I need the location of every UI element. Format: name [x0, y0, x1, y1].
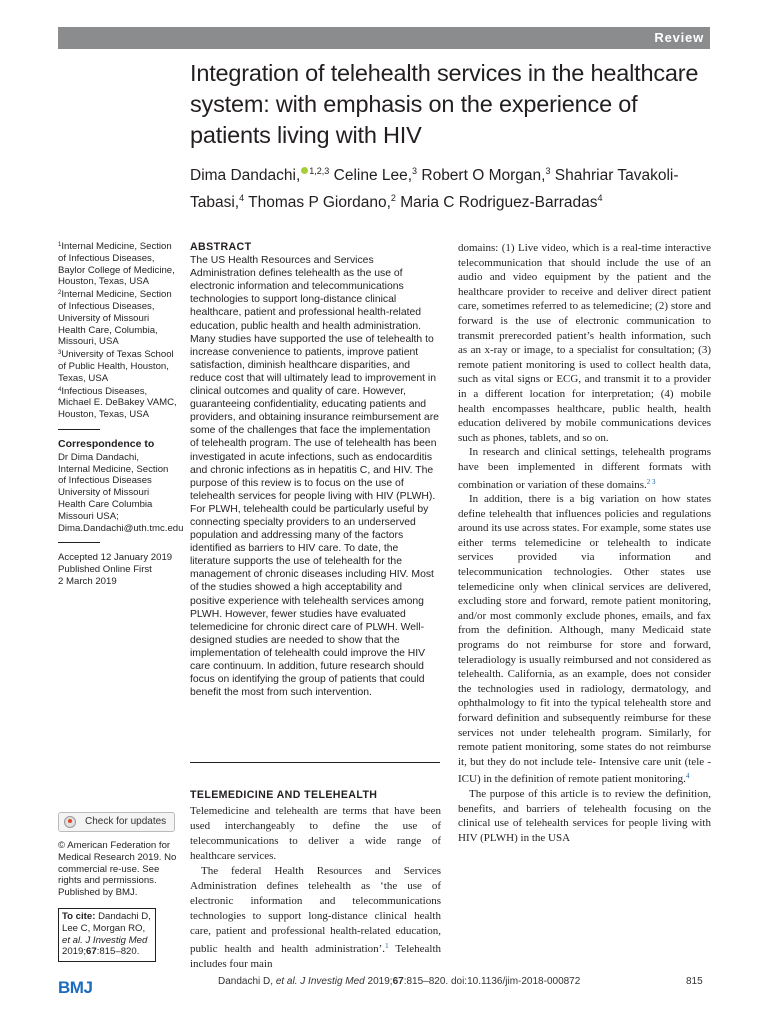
- cite-pages: :815–820.: [96, 946, 140, 958]
- orcid-icon[interactable]: [301, 167, 308, 174]
- crossmark-icon: [64, 816, 76, 828]
- date-line: 2 March 2019: [58, 575, 117, 587]
- correspondence-line: Dr Dima Dandachi,: [58, 451, 140, 463]
- affiliation: [58, 288, 178, 348]
- divider: [58, 429, 100, 430]
- bmj-logo[interactable]: BMJ: [58, 978, 93, 997]
- reference-link[interactable]: 4: [685, 772, 690, 781]
- affiliation-text: University of Texas School of Public Health, Houston, Texas, USA: [58, 349, 174, 384]
- affiliation-number: 1: [58, 242, 62, 248]
- paragraph: Telemedicine and telehealth are terms that have been used interchangeably to define the use of telecommunications to deliver a wide range of healthcare services.: [190, 805, 441, 862]
- author-name[interactable]: Robert O Morgan,: [421, 167, 546, 184]
- author-affiliation: 3: [545, 166, 551, 176]
- category-label: Review: [654, 30, 704, 45]
- author-name[interactable]: Maria C Rodriguez-Barradas: [400, 194, 598, 211]
- footer-citation: [218, 976, 580, 987]
- affiliation: [58, 385, 178, 421]
- category-banner: [58, 27, 710, 49]
- affiliation-text: Internal Medicine, Section of Infectious Diseases, Baylor College of Medicine, Houston, Texas, USA: [58, 241, 175, 288]
- footer-journal: et al. J Investig Med: [275, 976, 365, 987]
- affiliation-text: Infectious Diseases, Michael E. DeBakey VAMC, Houston, Texas, USA: [58, 385, 177, 421]
- affiliation-number: 3: [58, 350, 62, 357]
- author-affiliation: 2: [390, 193, 396, 203]
- section-heading: TELEMEDICINE AND TELEHEALTH: [190, 789, 378, 801]
- page-number: 815: [686, 976, 703, 987]
- sidebar: [58, 240, 184, 588]
- author-affiliation: 4: [597, 193, 603, 203]
- abstract-heading: ABSTRACT: [190, 241, 252, 253]
- check-for-updates-button[interactable]: [58, 812, 175, 832]
- cite-volume: 67: [86, 946, 97, 958]
- right-column: [458, 241, 711, 845]
- reference-link[interactable]: 2 3: [646, 477, 656, 486]
- author-affiliation: 3: [412, 166, 418, 176]
- paragraph-text: In research and clinical settings, telehealth programs have been implemented in different formats with combination or variation of these domains.: [458, 446, 711, 491]
- author-name[interactable]: Celine Lee,: [333, 167, 413, 184]
- date-line: Published Online First: [58, 564, 152, 576]
- section-divider: [190, 762, 440, 763]
- cite-authors: Dandachi D, Lee C, Morgan RO,: [62, 911, 151, 934]
- paragraph: domains: (1) Live video, which is a real-time interactive telecommunication that should include the use of an audio and video equipment by the patient and the healthcare provider to receive and deliver direct patient care, sometimes referred to as telemedicine; (2) store and forward is the use of electronic communication to transmit prerecorded patient’s health information, such as an x-ray or image, to a specialist for consultation; (3) remote patient monitoring is used to collect health data, such as vital signs or ECG, and transmit it to a provider in a different location for interpretation; (4) mobile health encompasses healthcare, public health, health education delivered by mobile communications devices such as phones, tablets, and so on.: [458, 242, 711, 444]
- section-telemedicine: [190, 788, 441, 972]
- author-name[interactable]: Thomas P Giordano,: [248, 194, 391, 211]
- divider: [58, 542, 100, 543]
- cite-year: 2019;: [62, 946, 87, 958]
- affiliation-number: 4: [58, 386, 62, 393]
- article-title: Integration of telehealth services in the healthcare system: with emphasis on the experience of patients living with HIV: [190, 60, 699, 148]
- correspondence-email[interactable]: Dima.Dandachi@uth.tmc.edu: [58, 522, 184, 534]
- footer-year: 2019;: [364, 976, 393, 987]
- citation-box: [58, 908, 156, 962]
- cite-journal: et al. J Investig Med: [62, 934, 148, 946]
- affiliation-text: Internal Medicine, Section of Infectious Diseases, University of Missouri Health Care, Columbia, Missouri, USA: [58, 289, 172, 348]
- footer-authors: Dandachi D,: [218, 976, 276, 987]
- author-affiliation: 4: [239, 193, 245, 203]
- footer-volume: 67: [392, 976, 404, 987]
- paragraph-text: In addition, there is a big variation on how states define telehealth that influences policies and regulations around its use across states. For example, some states use either terms telemedicine or telehealth to indicate services provided via information and telecommunication technologies. Other states use telemedicine only when clinical services are delivered, excluding store and forward, remote patient monitoring, and/or most commonly exclude phones, emails, and fax from the definition. Although, many Medicaid state programs do not reimburse for store and forward, teleradiology is usually reimbursed and not considered as telehealth. California, as an example, does not consider the technologies used in radiology, dermatology, and ophthalmology to fit into the typical telehealth store and forward definition and subsequently reimburse for these services not under telehealth program. Similarly, for remote patient monitoring, some states do not reimburse it, but they do not include tele- Intensive care unit (tele -ICU) in the definition of remote patient monitoring.: [458, 493, 711, 786]
- date-line: Accepted 12 January 2019: [58, 552, 173, 564]
- affiliation: [58, 348, 178, 384]
- affiliation: [58, 240, 178, 288]
- author-name[interactable]: Dima Dandachi,: [190, 167, 301, 184]
- paragraph: [190, 864, 441, 972]
- check-for-updates-label: Check for updates: [85, 816, 167, 827]
- footer-doi[interactable]: :815–820. doi:10.1136/jim-2018-000872: [403, 976, 581, 987]
- copyright-notice: [58, 840, 180, 899]
- copyright-text: © American Federation for Medical Research 2019. No commercial re-use. See rights and permissions. Published by BMJ.: [58, 840, 177, 899]
- affiliation-number: 2: [58, 290, 62, 297]
- correspondence-heading: Correspondence to: [58, 437, 155, 450]
- author-list: [190, 160, 715, 214]
- paragraph: [458, 492, 711, 787]
- cite-label: To cite:: [62, 911, 96, 922]
- author-affiliation: 1,2,3: [309, 166, 330, 176]
- paragraph-text: The federal Health Resources and Services Administration defines telehealth as ‘the use of electronic information and telecommunications technologies to support long-distance clinical health care, patient and professional health-related education, public health and health administration’.: [190, 865, 441, 955]
- correspondence-line: Internal Medicine, Section of Infectious Diseases University of Missouri Health Care Columbia Missouri USA;: [58, 463, 169, 522]
- paragraph: The purpose of this article is to review the definition, benefits, and barriers of telehealth focusing on the clinical use of telehealth services for people living with HIV (PLWH) in the USA: [458, 787, 711, 844]
- abstract-text: The US Health Resources and Services Administration defines telehealth as the use of electronic information and telecommunications technologies to support long-distance clinical healthcare, patient and professional health-related education, public health and health administration. Many studies have supported the use of telehealth to increase convenience to patients, improve patient satisfaction, diminish healthcare disparities, and reduce cost that will ultimately lead to improvement in clinical outcomes and quality of care. However, guaranteeing confidentiality, educating patients and providers, and obtaining insurance reimbursement are some of the challenges that face the implementation of telehealth program. The use of telehealth has been investigated in acute infections, such as endocarditis and chronic infections as in hepatitis C, and HIV. The purpose of this review is to focus on the use of telehealth services for people living with HIV (PLWH). For PLWH, telehealth could be particularly useful by connecting specialty providers to an underserved population and addressing many of the factors identified as barriers to HIV care. To date, the literature supports the use of telehealth for the management of chronic diseases including HIV. Most of the studies showed a high acceptability and positive experience with telehealth services among PLWH. However, fewer studies have evaluated telemedicine for chronic direct care of PLWH. Well-designed studies are needed to show that the implementation of telehealth could improve the HIV care continuum. In addition, future research should focus on identifying the group of patients that could benefit the most from such intervention.: [190, 255, 439, 699]
- abstract: [190, 241, 440, 699]
- reference-link[interactable]: 1: [385, 942, 389, 950]
- paragraph-text: Telehealth includes four main: [190, 943, 442, 970]
- author-name[interactable]: Shahriar Tavakoli-Tabasi,: [190, 167, 679, 211]
- paragraph: [458, 445, 711, 492]
